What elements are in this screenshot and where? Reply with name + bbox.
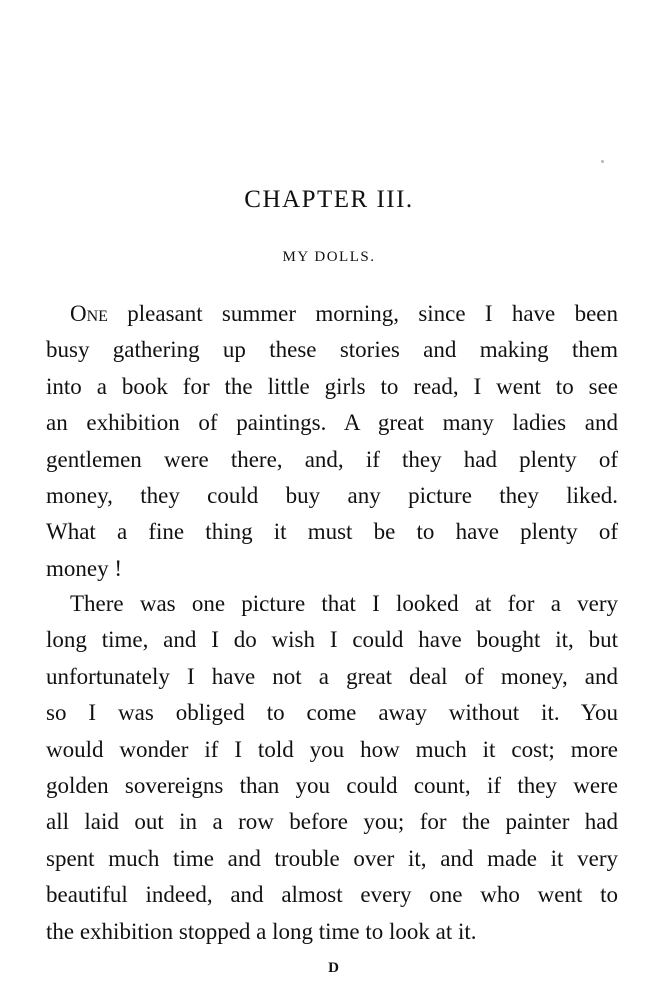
paragraph-line: long time, and I do wish I could have bought it, but xyxy=(46,627,618,653)
paragraph-2 xyxy=(46,586,618,950)
paragraph-line: gentlemen were there, and, if they had plenty of xyxy=(46,446,618,472)
paragraph-line: money ! xyxy=(46,555,123,581)
paragraph-line: What a fine thing it must be to have plenty of xyxy=(46,519,618,545)
paragraph-line: money, they could buy any picture they liked. xyxy=(46,482,618,508)
chapter-heading: CHAPTER III. xyxy=(244,186,414,213)
paragraph-line: spent much time and trouble over it, and made it very xyxy=(46,845,618,871)
paragraph-1 xyxy=(46,296,618,587)
chapter-subtitle: MY DOLLS. xyxy=(282,249,376,265)
paragraph-line: busy gathering up these stories and making them xyxy=(46,337,618,363)
paragraph-line: One pleasant summer morning, since I have been xyxy=(70,301,618,326)
paper-speck xyxy=(601,160,604,163)
paragraph-line: beautiful indeed, and almost every one who went to xyxy=(46,882,618,908)
paragraph-line: so I was obliged to come away without it. You xyxy=(46,700,618,726)
paragraph-line: There was one picture that I looked at for a very xyxy=(70,591,618,616)
paragraph-line: an exhibition of paintings. A great many ladies and xyxy=(46,410,618,436)
paragraph-line: would wonder if I told you how much it cost; more xyxy=(46,736,618,762)
signature-mark: D xyxy=(328,960,340,976)
paragraph-line: the exhibition stopped a long time to look at it. xyxy=(46,918,477,944)
paragraph-line: into a book for the little girls to read, I went to see xyxy=(46,373,618,399)
paragraph-line: golden sovereigns than you could count, if they were xyxy=(46,772,618,798)
drop-word: One xyxy=(70,301,108,326)
paragraph-line: unfortunately I have not a great deal of money, and xyxy=(46,663,618,689)
paragraph-line: all laid out in a row before you; for the painter had xyxy=(46,809,618,835)
